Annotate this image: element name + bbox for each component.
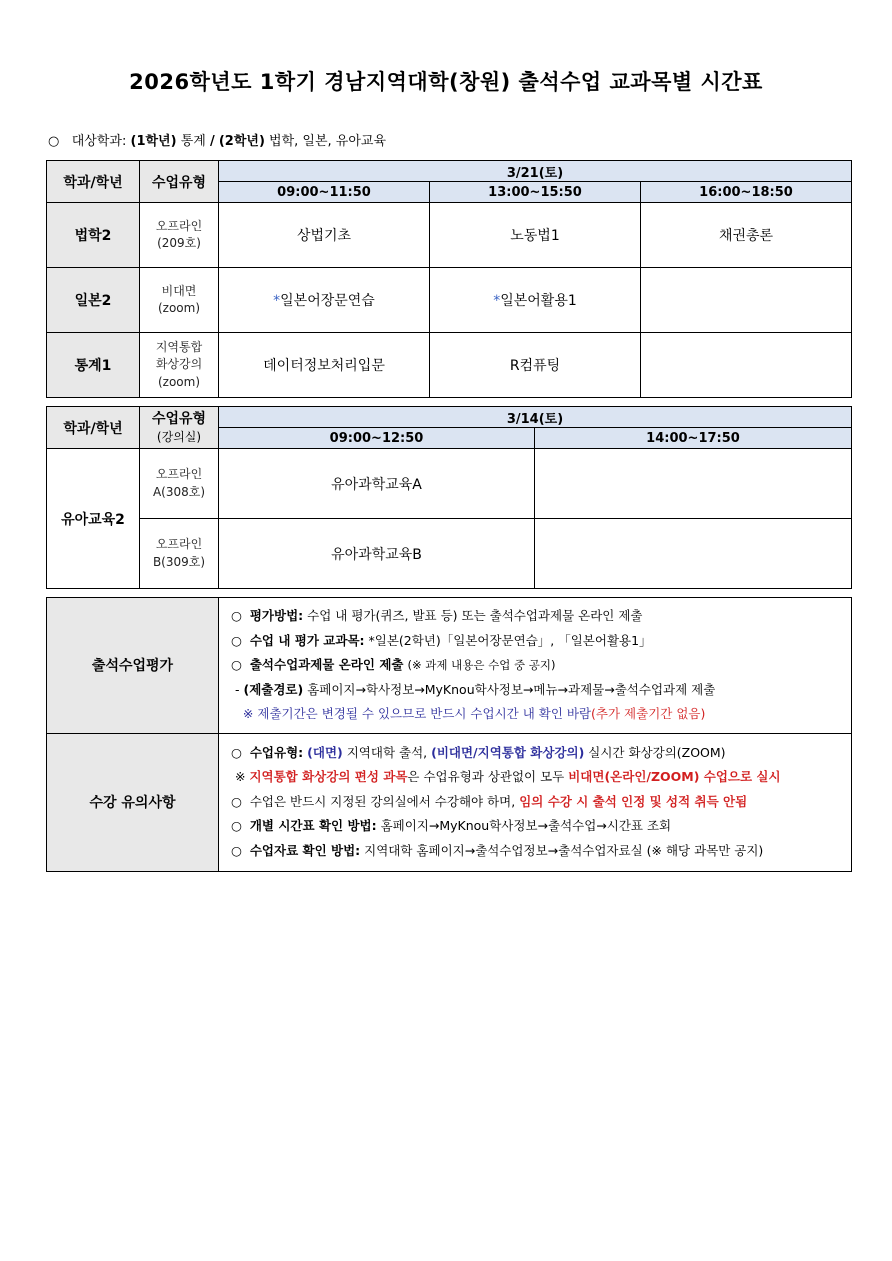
note-line: ※ 제출기간은 변경될 수 있으므로 반드시 수업시간 내 확인 바람(추가 제출기간 없음)	[242, 706, 706, 721]
course-cell: 데이터정보처리입문	[219, 333, 430, 398]
time-slot-2: 13:00~15:50	[430, 182, 641, 203]
note-line: ○ 수업유형: (대면) 지역대학 출석, (비대면/지역통합 화상강의) 실시간 화상강의(ZOOM)	[231, 744, 726, 760]
course-cell: 유아과학교육B	[219, 519, 535, 589]
dept-cell: 일본2	[47, 268, 140, 333]
class-type-cell	[140, 449, 219, 519]
year2-dept: 법학, 일본, 유아교육	[269, 134, 387, 149]
note-line: ○ 출석수업과제물 온라인 제출 (※ 과제 내용은 수업 중 공지)	[231, 657, 556, 672]
course-cell	[535, 449, 852, 519]
year2-label: (2학년)	[218, 134, 265, 149]
dept-cell: 유아교육2	[47, 449, 140, 589]
notes-table	[46, 597, 852, 872]
class-type-cell	[140, 268, 219, 333]
note-line: ○ 평가방법: 수업 내 평가(퀴즈, 발표 등) 또는 출석수업과제물 온라인 제출	[231, 608, 643, 623]
time-slot-2: 14:00~17:50	[535, 428, 852, 449]
type-line: B(309호)	[152, 554, 206, 569]
header-dept: 학과/학년	[47, 407, 140, 449]
year1-dept: 통계	[180, 134, 206, 149]
type-line: A(308호)	[152, 484, 206, 499]
type-line: 지역통합	[155, 339, 203, 354]
type-line: 오프라인	[155, 467, 203, 482]
header-type-line: (강의실)	[156, 429, 202, 444]
separator: /	[209, 134, 215, 149]
note-line: ※ 지역통합 화상강의 편성 과목은 수업유형과 상관없이 모두 비대면(온라인/ZOOM) 수업으로 실시	[234, 769, 781, 785]
course-cell: 채권총론	[641, 203, 852, 268]
time-slot-1: 09:00~12:50	[219, 428, 535, 449]
type-line: (zoom)	[157, 374, 201, 389]
target-label: 대상학과:	[71, 134, 127, 149]
notes-label: 수강 유의사항	[47, 733, 219, 871]
schedule-table-3-21	[46, 160, 852, 398]
course-cell	[641, 268, 852, 333]
course-cell: R컴퓨팅	[430, 333, 641, 398]
class-type-cell	[140, 519, 219, 589]
date-header: 3/14(토)	[219, 407, 852, 428]
target-departments	[48, 130, 386, 149]
type-line: 오프라인	[155, 218, 203, 233]
evaluation-label: 출석수업평가	[47, 598, 219, 734]
type-line: 비대면	[161, 283, 197, 298]
course-notes	[219, 733, 852, 871]
table-row	[47, 333, 852, 398]
type-line: 오프라인	[155, 537, 203, 552]
dept-cell: 통계1	[47, 333, 140, 398]
note-line: ○ 수업은 반드시 지정된 강의실에서 수강해야 하며, 임의 수강 시 출석 인정 및 성적 취득 안됨	[231, 793, 748, 809]
type-line: 화상강의	[155, 357, 203, 372]
course-cell: 상법기초	[219, 203, 430, 268]
table-row	[47, 519, 852, 589]
dept-cell: 법학2	[47, 203, 140, 268]
evaluation-notes	[219, 598, 852, 734]
schedule-table-3-14	[46, 406, 852, 589]
course-cell: 유아과학교육A	[219, 449, 535, 519]
time-slot-1: 09:00~11:50	[219, 182, 430, 203]
table-row	[47, 203, 852, 268]
header-dept: 학과/학년	[47, 161, 140, 203]
course-cell: *일본어활용1	[430, 268, 641, 333]
type-line: (209호)	[157, 236, 201, 250]
year1-label: (1학년)	[130, 134, 177, 149]
course-cell: *일본어장문연습	[219, 268, 430, 333]
note-line: ○ 수업 내 평가 교과목: *일본(2학년)「일본어장문연습」, 「일본어활용1」	[231, 632, 652, 648]
class-type-cell	[140, 333, 219, 398]
type-line: (zoom)	[157, 301, 201, 315]
date-header: 3/21(토)	[219, 161, 852, 182]
course-cell	[535, 519, 852, 589]
header-type	[140, 407, 219, 449]
time-slot-3: 16:00~18:50	[641, 182, 852, 203]
note-line: - (제출경로) 홈페이지→학사정보→MyKnou학사정보→메뉴→과제물→출석수업과제 제출	[234, 681, 716, 697]
table-row	[47, 449, 852, 519]
note-line: ○ 개별 시간표 확인 방법: 홈페이지→MyKnou학사정보→출석수업→시간표 조회	[231, 818, 672, 834]
table-row	[47, 268, 852, 333]
page-title: 2026학년도 1학기 경남지역대학(창원) 출석수업 교과목별 시간표	[129, 70, 763, 94]
class-type-cell	[140, 203, 219, 268]
course-cell: 노동법1	[430, 203, 641, 268]
bullet: ○	[48, 134, 60, 149]
note-line: ○ 수업자료 확인 방법: 지역대학 홈페이지→출석수업정보→출석수업자료실 (※ 해당 과목만 공지)	[231, 842, 764, 858]
header-type-line: 수업유형	[151, 410, 207, 427]
course-cell	[641, 333, 852, 398]
header-type: 수업유형	[140, 161, 219, 203]
